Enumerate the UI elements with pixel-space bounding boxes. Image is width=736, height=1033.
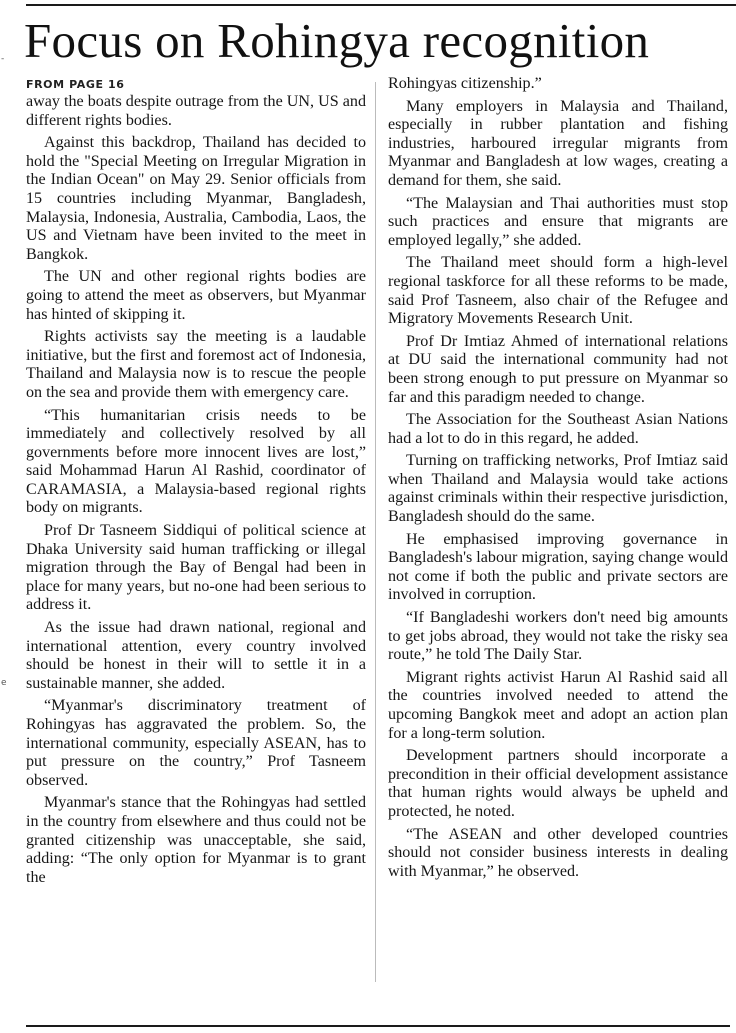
paragraph: Prof Dr Imtiaz Ahmed of international relations at DU said the international community had not been strong enough to put pressure on Myanmar so far and this paradigm needed to change. (388, 332, 728, 406)
gutter-mark: e (1, 678, 7, 688)
left-column (26, 93, 366, 891)
paragraph: Rights activists say the meeting is a laudable initiative, but the first and foremost act of Indonesia, Thailand and Malaysia now is to rescue the people on the sea and provide them with emergency care. (26, 328, 366, 401)
paragraph: The UN and other regional rights bodies are going to attend the meet as observers, but Myanmar has hinted of skipping it. (26, 268, 366, 323)
headline: Focus on Rohingya recognition (24, 13, 650, 68)
paragraph: “The ASEAN and other developed countries should not consider business interests in dealing with Myanmar,” he observed. (388, 825, 728, 880)
paragraph: Many employers in Malaysia and Thailand, especially in rubber plantation and fishing industries, harboured irregular migrants from Myanmar and Bangladesh at low wages, creating a demand for them, she said. (388, 97, 728, 189)
paragraph: As the issue had drawn national, regional and international attention, every country involved should be honest in their will to settle it in a sustainable manner, she added. (26, 619, 366, 692)
paragraph: Migrant rights activist Harun Al Rashid said all the countries involved needed to attend the upcoming Bangkok meet and adopt an action plan for a long-term solution. (388, 668, 728, 742)
column-divider (375, 82, 376, 982)
paragraph: Prof Dr Tasneem Siddiqui of political science at Dhaka University said human trafficking or illegal migration through the Bay of Bengal had been in place for many years, but no-one had been serious to address it. (26, 522, 366, 614)
paragraph: away the boats despite outrage from the UN, US and different rights bodies. (26, 93, 366, 129)
paragraph: Against this backdrop, Thailand has decided to hold the "Special Meeting on Irregular Migration in the Indian Ocean" on May 29. Senior officials from 15 countries including Myanmar, Bangladesh, Malaysia, Indonesia, Australia, Cambodia, Laos, the US and Vietnam have been invited to the meet in Bangkok. (26, 134, 366, 263)
paragraph: Myanmar's stance that the Rohingyas had settled in the country from elsewhere and thus could not be granted citizenship was unacceptable, she said, adding: “The only option for Myanmar is to grant the (26, 794, 366, 886)
paragraph: Development partners should incorporate a precondition in their official development assistance that human rights would always be upheld and protected, he noted. (388, 747, 728, 820)
top-rule (26, 4, 736, 6)
right-column (388, 75, 728, 885)
paragraph: The Association for the Southeast Asian Nations had a lot to do in this regard, he added. (388, 411, 728, 447)
left-gutter-margin (0, 0, 14, 1033)
paragraph: “The Malaysian and Thai authorities must stop such practices and ensure that migrants are employed legally,” she added. (388, 194, 728, 249)
paragraph: “Myanmar's discriminatory treatment of Rohingyas has aggravated the problem. So, the international community, especially ASEAN, has to put pressure on the country,” Prof Tasneem observed. (26, 697, 366, 789)
paragraph: Rohingyas citizenship.” (388, 75, 542, 92)
paragraph: “This humanitarian crisis needs to be immediately and collectively resolved by all governments before more innocent lives are lost,” said Mohammad Harun Al Rashid, coordinator of CARAMASIA, a Malaysia-based regional rights body on migrants. (26, 406, 366, 517)
bottom-rule (26, 1025, 730, 1030)
paragraph: “If Bangladeshi workers don't need big amounts to get jobs abroad, they would not take the risky sea route,” he told The Daily Star. (388, 609, 728, 664)
continuation-label: FROM PAGE 16 (26, 78, 125, 91)
paragraph: Turning on trafficking networks, Prof Imtiaz said when Thailand and Malaysia would take actions against criminals within their respective jurisdiction, Bangladesh should do the same. (388, 452, 728, 526)
paragraph: The Thailand meet should form a high-level regional taskforce for all these reforms to be made, said Prof Tasneem, also chair of the Refugee and Migratory Movements Research Unit. (388, 254, 728, 328)
gutter-mark: - (1, 54, 5, 64)
paragraph: He emphasised improving governance in Bangladesh's labour migration, saying change would not come if both the public and private sectors are involved in corruption. (388, 530, 728, 604)
